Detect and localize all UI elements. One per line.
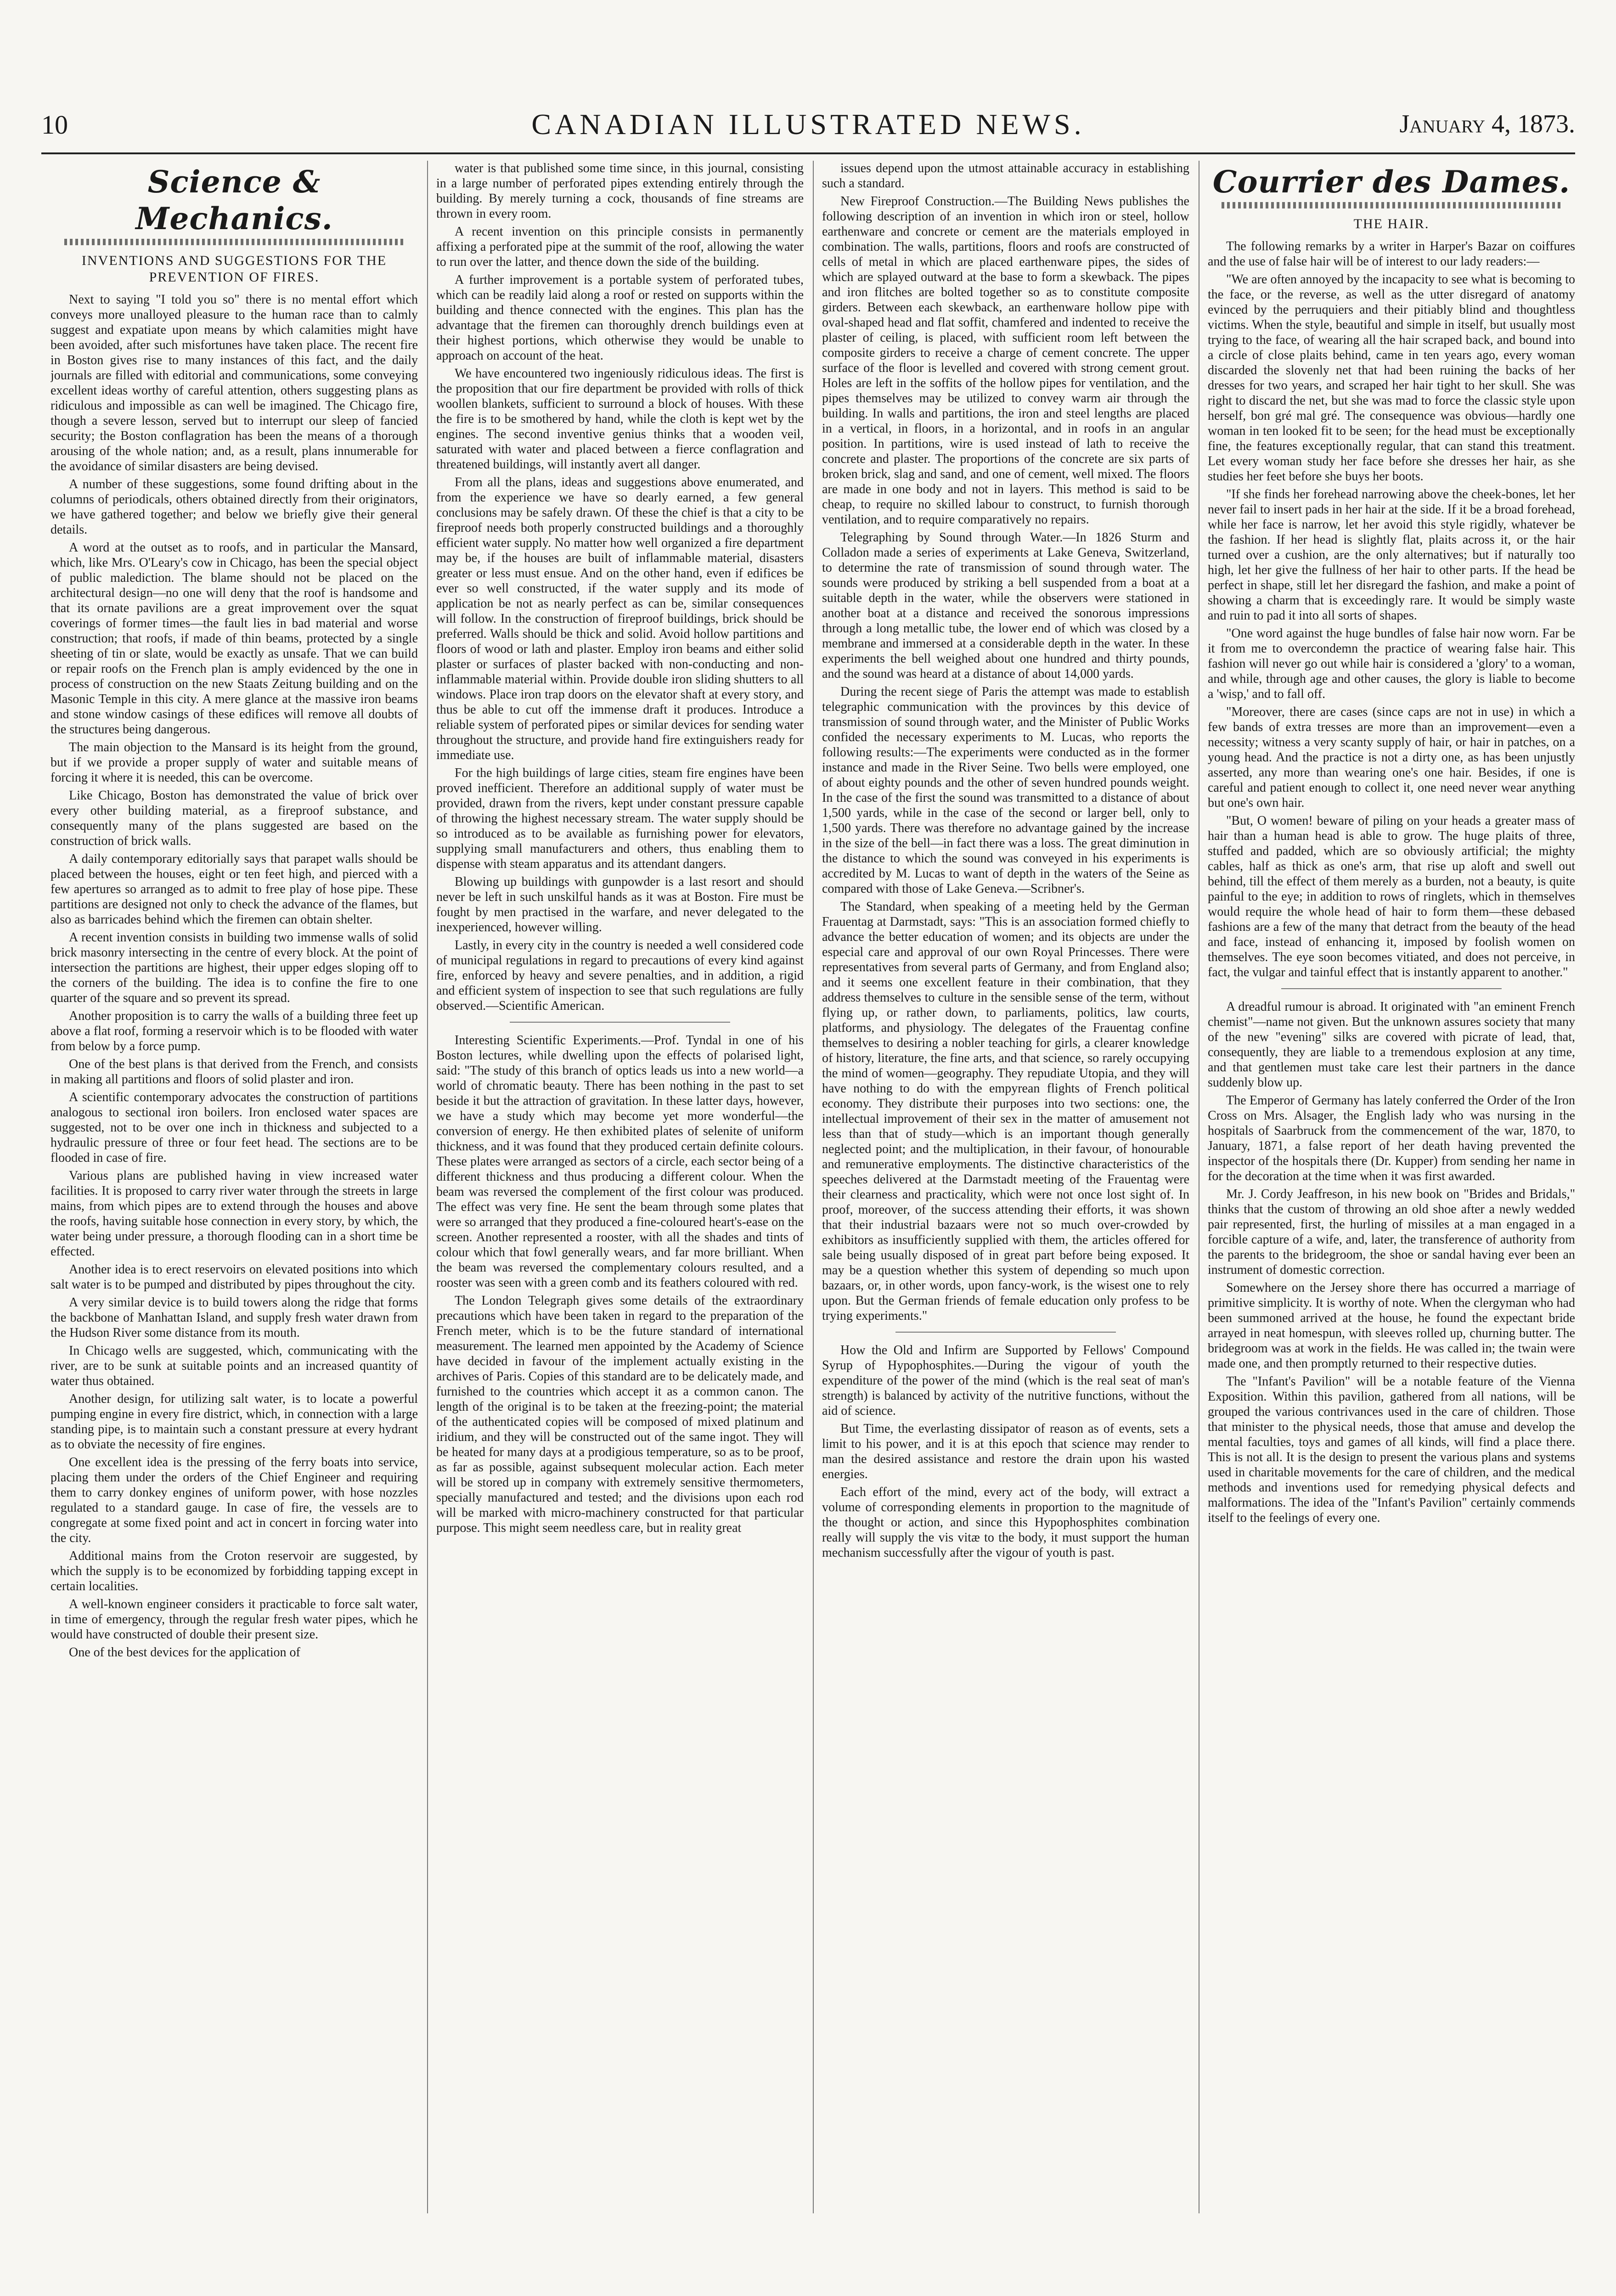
column-4	[1208, 161, 1575, 2213]
paragraph: A recent invention on this principle consists in permanently affixing a perforated pipe at the summit of the roof, allowing the water to run over the latter, and thence down the side of the building.	[436, 225, 804, 269]
section-heading-courrier: Courrier des Dames.	[1212, 164, 1571, 200]
paragraph: The Emperor of Germany has lately conferred the Order of the Iron Cross on Mrs. Alsager, the English lady who was nursing in the hospitals of Saarbruck from the commencement of the war, 1870, to January, 1871, a false report of her death having prevented the inspector of the hospitals there (Dr. Kupper) from sending her name in for the decoration at the time when it was first awarded.	[1208, 1093, 1575, 1183]
paragraph: The Standard, when speaking of a meeting held by the German Frauentag at Darmstadt, says: "This is an association formed chiefly to advance the better education of women; and its objects are under the especial care and approval of our own Royal Princesses. There were representatives from several parts of Germany, and from England also; and it seems one excellent feature in their combination, that they address themselves to culture in the sensible sense of the term, without flying up, or rather down, to parliaments, politics, law courts, platforms, and physiology. The delegates of the Frauentag confine themselves to desiring a nobler teaching for girls, a clearer knowledge of history, literature, the fine arts, and that science, so rarely occupying the mind of women—geography. They repudiate Utopia, and they will have nothing to do with the empyrean flights of French political economy. They distribute their purposes into two sections: one, the intellectual improvement of their sex in the matter of amusement not less than that of study—which is an important though generally neglected point; and the multiplication, in their favour, of honourable and remunerative employments. The distinctive characteristics of the speeches delivered at the Darmstadt meeting of the Frauentag were their clearness and practicality, which were not once lost sight of. In proof, moreover, of the success attending their efforts, it was shown that their industrial bazaars were not so much over-crowded by exhibitors as insufficiently supplied with them, the articles offered for sale being usually disposed of in great part before being exposed. It may be a question whether this system of depending so much upon bazaars, or, in other words, upon fancy-work, is the wisest one to rely upon. But the German friends of female education only profess to be trying experiments."	[822, 900, 1189, 1323]
paragraph: "But, O women! beware of piling on your heads a greater mass of hair than a human head is able to grow. The huge plaits of three, stuffed and padded, which are so obviously artificial; the mighty cables, half as thick as one's arm, that rise up aloft and swell out behind, till the effect of them merely as a burden, not a beauty, is quite painful to the eye; in addition to rows of ringlets, which in themselves would require the whole head of hair to form them—these debased fashions are a few of the many that detract from the beauty of the head and face, instead of enhancing it, imposed by foolish women on themselves. The eye soon becomes vitiated, and does not perceive, in fact, the vulgar and tainful effect that is instantly apparent to another."	[1208, 814, 1575, 979]
paragraph: A daily contemporary editorially says that parapet walls should be placed between the houses, eight or ten feet high, and pierced with a few apertures so arranged as to admit to free play of hose pipe. These partitions are designed not only to check the advance of the flames, but also as barricades behind which the firemen can obtain shelter.	[51, 852, 418, 927]
paragraph: One of the best plans is that derived from the French, and consists in making all partitions and floors of solid plaster and iron.	[51, 1057, 418, 1086]
paragraph: From all the plans, ideas and suggestions above enumerated, and from the experience we have so dearly earned, a few general conclusions may be safely drawn. Of these the chief is that a city to be fireproof needs both properly constructed buildings and a thoroughly efficient water supply. No matter how well organized a fire department may be, if the houses are built of inflammable material, disasters greater or less must ensue. And on the other hand, even if edifices be ever so well constructed, if the water supply and its mode of application be not as nearly perfect as can be, similar consequences will follow. In the construction of fireproof buildings, brick should be preferred. Walls should be thick and solid. Avoid hollow partitions and floors of wood or lath and plaster. Employ iron beams and either solid plaster or surfaces of plaster backed with non-conducting and non-inflammable material within. Provide double iron sliding shutters to all windows. Place iron trap doors on the elevator shaft at every story, and thus be able to cut off the immense draft it produces. Introduce a reliable system of perforated pipes or similar devices for sending water throughout the structure, and provide hand fire extinguishers ready for immediate use.	[436, 475, 804, 762]
ornament-rule	[1222, 202, 1561, 208]
paragraph: Another idea is to erect reservoirs on elevated positions into which salt water is to be pumped and distributed by pipes throughout the city.	[51, 1262, 418, 1292]
paragraph: "We are often annoyed by the incapacity to see what is becoming to the face, or the reverse, as well as the utter disregard of anatomy evinced by the perruquiers and their pitiably blind and thoughtless victims. When the style, beautiful and simple in itself, but usually most trying to the face, of wearing all the hair scraped back, and bound into a circle of close plaits behind, came in ten years ago, every woman discarded the slovenly net that had been ruining the backs of her dresses for two years, and scraped her hair tight to her skull. She was right to discard the net, but she was mad to force the classic style upon herself, bon gré mal gré. The consequence was obvious—hardly one woman in ten looked fit to be seen; for the head must be exceptionally fine, the features exceptionally regular, that can stand this treatment. Let every woman study her face before she dresses her hair, as she studies her feet before she buys her boots.	[1208, 272, 1575, 484]
article-separator	[1281, 988, 1502, 989]
paragraph: A recent invention consists in building two immense walls of solid brick masonry intersecting in the centre of every block. At the point of intersection the partitions are highest, their upper edges sloping off to the corners of the building. The idea is to confine the fire to one quarter of the square and so prevent its spread.	[51, 930, 418, 1005]
column-divider	[813, 161, 814, 2213]
paragraph: For the high buildings of large cities, steam fire engines have been proved inefficient. Therefore an additional supply of water must be provided, drawn from the rivers, kept under constant pressure capable of throwing the highest necessary stream. The water supply should be so introduced as to be available as furnishing power for elevators, supplying small manufacturers and others, thus enabling them to dispense with steam apparatus and its attendant dangers.	[436, 766, 804, 871]
article-body-hair	[1208, 239, 1575, 980]
paragraph: The London Telegraph gives some details of the extraordinary precautions which have been taken in regard to the preparation of the French meter, which is to be the future standard of international measurement. The learned men appointed by the Academy of Science have decided in favour of the implement actually existing in the archives of Paris. Copies of this standard are to be delicately made, and furnished to the countries which accept it as a common canon. The length of the original is to be taken at the freezing-point; the material of the authenticated copies will be composed of mixed platinum and iridium, and they will be constructed out of the same ingot. They will be heated for many days at a prodigious temperature, so as to be proof, as far as possible, against subsequent molecular action. Each meter will be stored up in company with extremely sensitive thermometers, specially manufactured and tested; and the divisions upon each rod will be marked with micro-machinery constructed for that particular purpose. This might seem needless care, but in reality great	[436, 1294, 804, 1535]
paragraph: water is that published some time since, in this journal, consisting in a large number of perforated pipes extending entirely through the building. By merely turning a cock, thousands of fine streams are thrown in every room.	[436, 161, 804, 221]
paragraph: "One word against the huge bundles of false hair now worn. Far be it from me to overcondemn the practice of wearing false hair. This fashion will never go out while hair is considered a 'glory' to a woman, and while, through age and other causes, the glory is liable to become a 'wisp,' and to fall off.	[1208, 626, 1575, 701]
paragraph: A number of these suggestions, some found drifting about in the columns of periodicals, others obtained directly from their originators, we have gathered together; and below we briefly give their general details.	[51, 477, 418, 537]
paragraph: Each effort of the mind, every act of the body, will extract a volume of corresponding elements in proportion to the magnitude of the thought or action, and since this Hypophosphites combination really will supply the vis vitæ to the body, it must support the human mechanism successfully after the vigour of youth is past.	[822, 1485, 1189, 1560]
article-title-hair: THE HAIR.	[1353, 216, 1430, 231]
paragraph: Blowing up buildings with gunpowder is a last resort and should never be left in such unskilful hands as it was at Boston. Fire must be fought by men practised in the warfare, and never delegated to the inexperienced, however willing.	[436, 875, 804, 934]
article-separator	[895, 1332, 1116, 1333]
paragraph: Telegraphing by Sound through Water.—In 1826 Sturm and Colladon made a series of experiments at Lake Geneva, Switzerland, to determine the rate of transmission of sound through water. The sounds were produced by striking a bell suspended from a boat at a suitable depth in the water, while the observers were stationed in another boat at a distance and received the sonorous impressions through a long metallic tube, the lower end of which was closed by a membrane and immersed at a considerable depth in the water. In these experiments the bell weighed about one hundred and thirty pounds, and the sound was heard at a distance of about 14,000 yards.	[822, 530, 1189, 681]
paragraph: A word at the outset as to roofs, and in particular the Mansard, which, like Mrs. O'Leary's cow in Chicago, has been the special object of public malediction. The blame should not be placed on the architectural design—no one will deny that the roof is handsome and that its ornate pavilions are a great improvement over the squat coverings of former times—the fault lies in bad material and worse construction; that roofs, if made of thin beams, protected by a single sheeting of tin or slate, would be exactly as unsafe. That we can build or repair roofs on the French plan is amply evidenced by the one in process of construction on the new Staats Zeitung building and on the Masonic Temple in this city. A mere glance at the massive iron beams and stone window casings of these edifices will remove all doubts of the structures being dangerous.	[51, 540, 418, 737]
paragraph: The following remarks by a writer in Harper's Bazar on coiffures and the use of false hair will be of interest to our lady readers:—	[1208, 239, 1575, 269]
paragraph: Like Chicago, Boston has demonstrated the value of brick over every other building material, as a fireproof substance, and consequently many of the plans suggested are based on the construction of brick walls.	[51, 788, 418, 848]
column-divider	[427, 161, 428, 2213]
article-body-fires-continued	[436, 161, 804, 1013]
paragraph: How the Old and Infirm are Supported by Fellows' Compound Syrup of Hypophosphites.—During the vigour of youth the expenditure of the power of the mind (which is the real seat of man's strength) is balanced by activity of the nutritive functions, without the aid of science.	[822, 1343, 1189, 1418]
ornament-rule	[64, 239, 404, 245]
paragraph: A dreadful rumour is abroad. It originated with "an eminent French chemist"—name not given. But the unknown assures society that many of the new "evening" silks are covered with picrate of lead, that, consequently, they are liable to a tremendous explosion at any time, and that gentlemen must take care lest their partners in the dance suddenly blow up.	[1208, 1000, 1575, 1090]
section-heading-science: Science & Mechanics.	[135, 164, 333, 236]
column-2	[436, 161, 804, 2213]
newspaper-title: CANADIAN ILLUSTRATED NEWS.	[531, 108, 1085, 141]
paragraph: A further improvement is a portable system of perforated tubes, which can be readily laid along a roof or rested on supports within the building and thence connected with the engines. This plan has the advantage that the firemen can thoroughly drench buildings even at their highest portions, which otherwise they would be unable to approach on account of the heat.	[436, 273, 804, 363]
page-number: 10	[41, 110, 68, 140]
masthead-rule	[41, 152, 1575, 154]
paragraph: Another design, for utilizing salt water, is to locate a powerful pumping engine in every fire district, which, in connection with a large standing pipe, is to maintain such a constant pressure at every hydrant as to obviate the necessity of fire engines.	[51, 1392, 418, 1452]
advertisement-hypophosphites	[822, 1343, 1189, 1560]
paragraph: Additional mains from the Croton reservoir are suggested, by which the supply is to be economized by forbidding tapping except in certain localities.	[51, 1549, 418, 1593]
paragraph: A very similar device is to build towers along the ridge that forms the backbone of Manhattan Island, and supply fresh water drawn from the Hudson River some distance from its mouth.	[51, 1295, 418, 1340]
paragraph: The "Infant's Pavilion" will be a notable feature of the Vienna Exposition. Within this pavilion, gathered from all nations, will be grouped the various contrivances used in the care of children. Those that minister to the physical needs, those that amuse and develop the mental faculties, toys and games of all kinds, will find a place there. This is not all. It is the design to present the various plans and systems used in charitable movements for the care of children, and the medical methods and inventions used for remedying physical defects and malformations. The idea of the "Infant's Pavilion" certainly commends itself to the feelings of every one.	[1208, 1374, 1575, 1525]
paragraph: Another proposition is to carry the walls of a building three feet up above a flat roof, forming a reservoir which is to be flooded with water from below by a force pump.	[51, 1009, 418, 1053]
paragraph: "If she finds her forehead narrowing above the cheek-bones, let her never fail to insert pads in her hair at the side. If it be a broad forehead, while her face is narrow, let her avoid this style rigidly, whatever be the fashion. If her head is slightly flat, plaits across it, or the hair turned over a cushion, are the only alternatives; but if naturally too high, let her give the fullness of her hair to other parts. If the head be perfect in shape, still let her disregard the fashion, and make a point of showing a charm that is exceedingly rare. It would be simply waste and ruin to pad it into all sorts of shapes.	[1208, 487, 1575, 623]
paragraph: Somewhere on the Jersey shore there has occurred a marriage of primitive simplicity. It is worthy of note. When the clergyman who had been summoned arrived at the house, he found the expectant bride arrayed in neat homespun, with sleeves rolled up, churning butter. The bridegroom was at work in the fields. He was called in; the twain were made one, and then promptly returned to their respective duties.	[1208, 1281, 1575, 1371]
paragraph: A well-known engineer considers it practicable to force salt water, in time of emergency, through the regular fresh water pipes, which he would have constructed of double their present size.	[51, 1597, 418, 1642]
paragraph: New Fireproof Construction.—The Building News publishes the following description of an invention in which iron or steel, hollow earthenware and concrete or cement are the materials employed in combination. The walls, partitions, floors and roofs are constructed of cells of metal in which are placed earthenware pipes, the sides of which are splayed outward at the base to form a skewback. The pipes and iron flitches are bolted together so as to constitute composite girders. Between each skewback, an earthenware hollow pipe with oval-shaped head and flat soffit, chamfered and indented to receive the plaster of ceiling, is placed, with sufficient room left between the composite girders to receive a charge of cement concrete. The upper surface of the floor is levelled and covered with strong cement grout. Holes are left in the soffits of the hollow pipes for ventilation, and the pipes themselves may be utilized to convey warm air through the building. In walls and partitions, the iron and steel lengths are placed in a vertical, in floors, in a horizontal, and in roofs in an angular position. In partitions, wire is used instead of lath to receive the concrete and plaster. The proportions of the concrete are six parts of broken brick, slag and sand, and one of cement, well mixed. The floors are made in one body and not in layers. This method is said to be cheap, to require no skilled labour to construct, to furnish thorough ventilation, and to require comparatively no repairs.	[822, 194, 1189, 527]
paragraph: Interesting Scientific Experiments.—Prof. Tyndal in one of his Boston lectures, while dwelling upon the effects of polarised light, said: "The study of this branch of optics leads us into a new world—a world of chromatic beauty. There has been nothing in the past to set beside it but the attraction of gravitation. In these latter days, however, we have a study which may become yet more wonderful—the conversion of energy. He then exhibited plates of selenite of uniform thickness, and it was found that they produced certain definite colours. These plates were arranged as sectors of a circle, each sector being of a different thickness and thus producing a different colour. When the beam was reversed the complement of the first colour was produced. The effect was very fine. He sent the beam through some plates that were so arranged that they produced a fine-coloured heart's-ease on the screen. Another represented a rooster, with all the shades and tints of colour which that fowl generally wears, and far more brilliant. When the beam was reversed the complementary colours resulted, and a rooster was seen with a green comb and its feathers coloured with red.	[436, 1033, 804, 1290]
column-1	[51, 161, 418, 2213]
paragraph: One excellent idea is the pressing of the ferry boats into service, placing them under the orders of the Chief Engineer and requiring them to carry donkey engines of uniform power, with hose nozzles regulated to a standard gauge. In case of fire, the vessels are to congregate at some fixed point and act in concert in forcing water into the city.	[51, 1455, 418, 1545]
paragraph: One of the best devices for the application of	[69, 1645, 300, 1660]
paragraph: Mr. J. Cordy Jeaffreson, in his new book on "Brides and Bridals," thinks that the custom of throwing an old shoe after a newly wedded pair represented, first, the hurling of missiles at a man engaged in a forcible capture of a wife, and, later, the transference of authority from the parents to the bridegroom, the shoe or sandal having ever been an instrument of domestic correction.	[1208, 1187, 1575, 1277]
paragraph: In Chicago wells are suggested, which, communicating with the river, are to be sunk at suitable points and an increased quantity of water thus obtained.	[51, 1344, 418, 1388]
article-title-fires: INVENTIONS AND SUGGESTIONS FOR THE PREVENTION OF FIRES.	[81, 253, 387, 285]
article-body-misc	[436, 1033, 804, 1536]
paragraph: But Time, the everlasting dissipator of reason as of events, sets a limit to his power, and it is at this epoch that science may render to man the desired assistance and restore the drain upon his wasted energies.	[822, 1422, 1189, 1481]
article-body-fires	[51, 292, 418, 1660]
paragraph: issues depend upon the utmost attainable accuracy in establishing such a standard.	[822, 161, 1189, 191]
column-3	[822, 161, 1189, 2213]
paragraph: Lastly, in every city in the country is needed a well considered code of municipal regulations in regard to precautions of every kind against fire, enforced by heavy and severe penalties, and in addition, a rigid and efficient system of inspection to see that such regulations are fully observed.—Scientific American.	[436, 938, 804, 1013]
paragraph: "Moreover, there are cases (since caps are not in use) in which a few bands of extra tresses are more than an improvement—even a necessity; witness a very scanty supply of hair, or hair in patches, on a young head. And the practice is not a dirty one, as has been unjustly asserted, any more than wearing one's one hair. Besides, if one is careful and patient enough to collect it, one need never wear anything but one's own hair.	[1208, 705, 1575, 810]
paragraph: We have encountered two ingeniously ridiculous ideas. The first is the proposition that our fire department be provided with rolls of thick woollen blankets, sufficient to surround a block of houses. With these the fire is to be smothered by hand, while the cloth is kept wet by the engines. The second inventive genius thinks that a wooden veil, saturated with water and placed between a fierce conflagration and threatened buildings, will instantly avert all danger.	[436, 366, 804, 472]
masthead	[41, 101, 1575, 152]
article-separator	[510, 1022, 730, 1023]
paragraph: A scientific contemporary advocates the construction of partitions analogous to sectional iron boilers. Iron enclosed water spaces are suggested, not to be over one inch in thickness and subjected to a hydraulic pressure of three or four feet head. The sections are to be flooded in case of fire.	[51, 1090, 418, 1165]
article-body-notes	[1208, 999, 1575, 1525]
article-body-misc-continued	[822, 161, 1189, 1323]
paragraph: Various plans are published having in view increased water facilities. It is proposed to carry river water through the streets in large mains, from which pipes are to extend through the houses and above the roofs, having suitable hose connection in every story, by which, the water being under pressure, a thorough flooding can in a short time be effected.	[51, 1169, 418, 1259]
paragraph: The main objection to the Mansard is its height from the ground, but if we provide a proper supply of water and suitable means of forcing it where it is needed, this can be overcome.	[51, 740, 418, 785]
paragraph: Next to saying "I told you so" there is no mental effort which conveys more unalloyed pleasure to the human race than to calmly suggest and expatiate upon means by which calamities might have been avoided, after such misfortunes have taken place. The recent fire in Boston gives rise to many instances of this fact, and the daily journals are filled with editorial and communications, some conveying excellent ideas worthy of careful attention, others suggesting plans as ridiculous and impossible as can well be imagined. The Chicago fire, though a severe lesson, served but to interrupt our sleep of fancied security; the Boston conflagration has been the means of a thorough arousing of the whole nation; and, as a result, plans innumerable for the avoidance of similar disasters are being devised.	[51, 293, 418, 473]
paragraph: During the recent siege of Paris the attempt was made to establish telegraphic communication with the provinces by this device of transmission of sound through water, and the Minister of Public Works confided the necessary experiments to M. Lucas, who reports the following results:—The experiments were conducted as in the former instance and made in the River Seine. Two bells were employed, one of about eighty pounds and the other of seven hundred pounds weight. In the case of the first the sound was transmitted to a distance of about 1,500 yards, while in the case of the second or larger bell, only to 1,500 yards. There was therefore no advantage gained by the increase in the size of the bell—in fact there was a loss. The great diminution in the distance to which the sound was conveyed in his experiments is accredited by M. Lucas to want of depth in the waters of the Seine as compared with those of Lake Geneva.—Scribner's.	[822, 685, 1189, 896]
issue-date: January 4, 1873.	[1399, 110, 1575, 138]
